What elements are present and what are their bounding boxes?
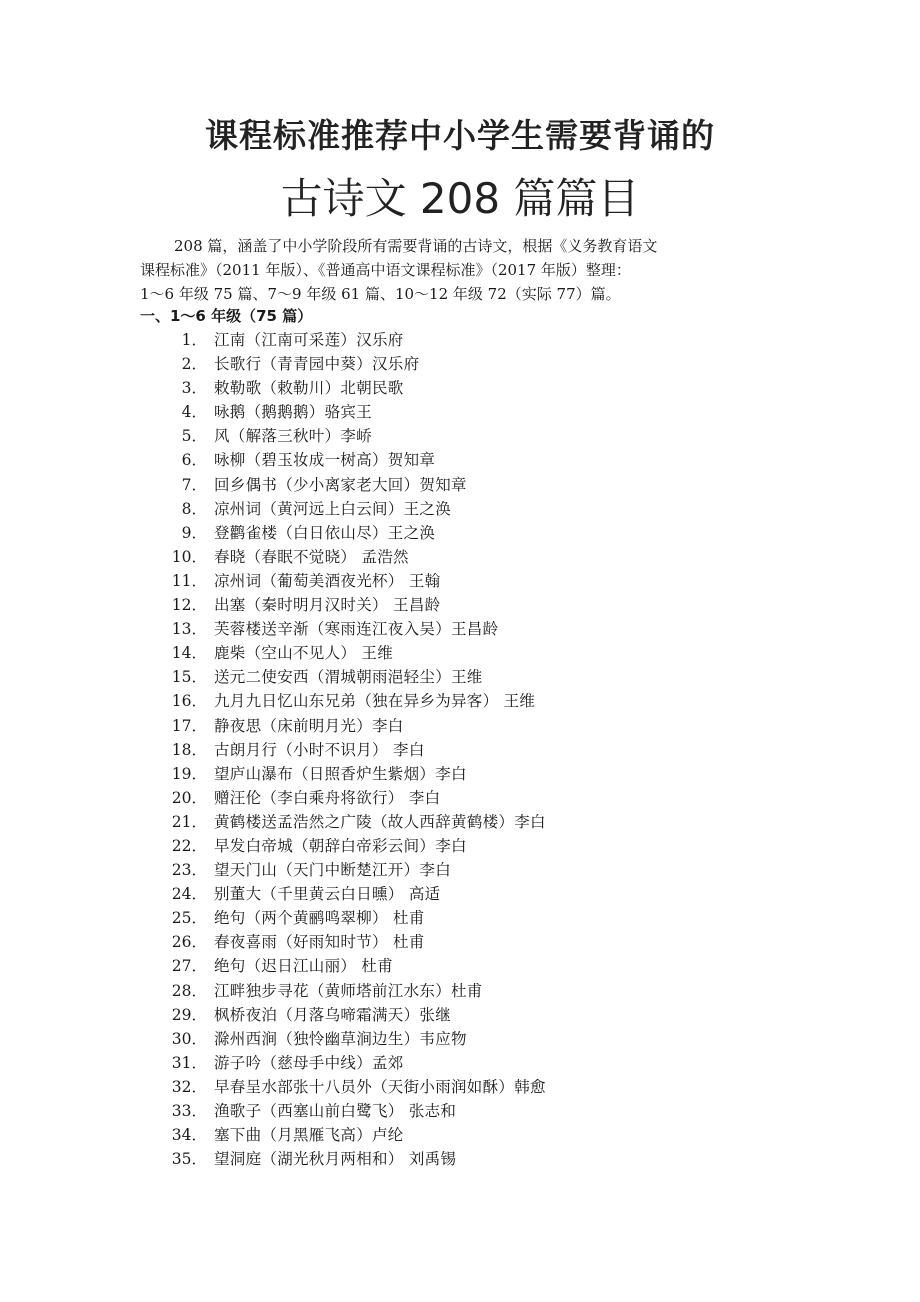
list-item-number: 25． — [171, 909, 207, 928]
list-item-text: 望庐山瀑布（日照香炉生紫烟）李白 — [214, 764, 467, 783]
list-item-text: 游子吟（慈母手中线）孟郊 — [214, 1053, 404, 1072]
list-item-text: 凉州词（葡萄美酒夜光杯） 王翰 — [214, 571, 441, 590]
list-item — [0, 954, 920, 978]
list-item-text: 别董大（千里黄云白日曛） 高适 — [214, 885, 441, 904]
list-item — [0, 930, 920, 954]
list-item — [0, 1027, 920, 1051]
intro-line: 1～6 年级 75 篇、7～9 年级 61 篇、10～12 年级 72（实际 77）篇。 — [140, 285, 621, 303]
list-item — [0, 1003, 920, 1027]
list-item — [0, 786, 920, 810]
list-item — [0, 328, 920, 352]
list-item — [0, 569, 920, 593]
list-item — [0, 810, 920, 834]
list-item-number: 23． — [171, 861, 207, 880]
list-item-text: 绝句（迟日江山丽） 杜甫 — [214, 957, 394, 976]
intro-line: 208 篇，涵盖了中小学阶段所有需要背诵的古诗文，根据《义务教育语文 — [174, 237, 658, 255]
list-item — [0, 738, 920, 762]
section-heading: 一、1～6 年级（75 篇） — [140, 307, 313, 325]
list-item — [0, 1123, 920, 1147]
list-item-number: 9． — [181, 523, 207, 542]
list-item-text: 长歌行（青青园中葵）汉乐府 — [214, 355, 420, 374]
list-item — [0, 858, 920, 882]
list-item — [0, 1051, 920, 1075]
list-item-text: 早春呈水部张十八员外（天街小雨润如酥）韩愈 — [214, 1077, 546, 1096]
list-item — [0, 762, 920, 786]
list-item-text: 九月九日忆山东兄弟（独在异乡为异客） 王维 — [214, 692, 536, 711]
list-item-text: 渔歌子（西塞山前白鹭飞） 张志和 — [214, 1102, 457, 1120]
list-item — [0, 352, 920, 376]
list-item-number: 24． — [171, 885, 207, 904]
list-item — [0, 665, 920, 689]
list-item-number: 4． — [181, 403, 207, 422]
list-item — [0, 1099, 920, 1123]
list-item-text: 望天门山（天门中断楚江开）李白 — [214, 861, 452, 880]
list-item-number: 17． — [171, 716, 207, 735]
list-item-text: 回乡偶书（少小离家老大回）贺知章 — [214, 475, 467, 494]
list-item-number: 7． — [181, 475, 207, 494]
intro-paragraph — [140, 234, 790, 306]
list-item-number: 18． — [171, 740, 207, 759]
list-item — [0, 689, 920, 713]
list-item — [0, 376, 920, 400]
list-item-number: 31． — [171, 1053, 207, 1072]
list-item — [0, 545, 920, 569]
list-item-text: 古朗月行（小时不识月） 李白 — [214, 740, 425, 759]
document-title: 课程标准推荐中小学生需要背诵的 — [205, 116, 715, 155]
list-item — [0, 834, 920, 858]
list-item-number: 11． — [171, 571, 207, 590]
list-item-number: 19． — [171, 764, 207, 783]
document-subtitle: 古诗文 208 篇篇目 — [280, 174, 640, 223]
list-item-text: 春夜喜雨（好雨知时节） 杜甫 — [214, 933, 425, 952]
list-item — [0, 400, 920, 424]
list-item — [0, 714, 920, 738]
list-item — [0, 424, 920, 448]
list-item-number: 8． — [181, 499, 207, 518]
intro-line: 课程标准》（2011 年版）、《普通高中语文课程标准》（2017 年版）整理： — [140, 261, 631, 279]
list-item — [0, 497, 920, 521]
list-item — [0, 617, 920, 641]
list-item-text: 静夜思（床前明月光）李白 — [214, 716, 404, 735]
list-item — [0, 521, 920, 545]
list-item-number: 16． — [171, 692, 207, 711]
list-item-number: 1． — [181, 331, 207, 349]
list-item-text: 芙蓉楼送辛渐（寒雨连江夜入吴）王昌龄 — [214, 620, 499, 639]
list-item — [0, 641, 920, 665]
list-item-number: 34． — [171, 1126, 207, 1145]
poem-list — [0, 328, 920, 1171]
list-item-number: 26． — [171, 933, 207, 952]
list-item-number: 3． — [181, 379, 207, 398]
list-item-number: 29． — [171, 1005, 207, 1024]
list-item-text: 登鹳雀楼（白日依山尽）王之涣 — [214, 523, 436, 542]
list-item — [0, 882, 920, 906]
list-item-text: 滁州西涧（独怜幽草涧边生）韦应物 — [214, 1029, 467, 1048]
list-item-text: 绝句（两个黄鹂鸣翠柳） 杜甫 — [214, 909, 425, 928]
list-item-text: 凉州词（黄河远上白云间）王之涣 — [214, 499, 452, 518]
list-item-number: 28． — [171, 981, 207, 1000]
list-item — [0, 906, 920, 930]
list-item-text: 敕勒歌（敕勒川）北朝民歌 — [214, 379, 404, 398]
list-item-number: 5． — [181, 427, 207, 446]
list-item — [0, 473, 920, 497]
list-item-number: 20． — [171, 788, 207, 807]
list-item-number: 2． — [181, 355, 207, 374]
list-item-number: 6． — [181, 451, 207, 470]
list-item-text: 出塞（秦时明月汉时关） 王昌龄 — [214, 596, 441, 615]
list-item-number: 10． — [171, 547, 207, 566]
list-item-text: 江南（江南可采莲）汉乐府 — [214, 331, 404, 349]
list-item-text: 咏柳（碧玉妆成一树高）贺知章 — [214, 451, 436, 470]
list-item-text: 春晓（春眠不觉晓） 孟浩然 — [214, 547, 409, 566]
list-item-text: 风（解落三秋叶）李峤 — [214, 427, 373, 446]
list-item-number: 13． — [171, 620, 207, 639]
list-item-text: 赠汪伦（李白乘舟将欲行） 李白 — [214, 788, 441, 807]
list-item — [0, 979, 920, 1003]
list-item-text: 枫桥夜泊（月落乌啼霜满天）张继 — [214, 1005, 452, 1024]
list-item-text: 江畔独步寻花（黄师塔前江水东）杜甫 — [214, 981, 483, 1000]
list-item-number: 33． — [171, 1102, 207, 1120]
list-item-number: 14． — [171, 644, 207, 663]
list-item — [0, 1147, 920, 1171]
list-item-number: 27． — [171, 957, 207, 976]
list-item-text: 早发白帝城（朝辞白帝彩云间）李白 — [214, 836, 467, 855]
list-item-number: 35． — [171, 1150, 207, 1169]
list-item-text: 黄鹤楼送孟浩然之广陵（故人西辞黄鹤楼）李白 — [214, 812, 546, 831]
list-item-text: 塞下曲（月黑雁飞高）卢纶 — [214, 1126, 404, 1145]
list-item-text: 望洞庭（湖光秋月两相和） 刘禹锡 — [214, 1150, 457, 1169]
list-item-text: 咏鹅（鹅鹅鹅）骆宾王 — [214, 403, 373, 422]
list-item-number: 12． — [171, 596, 207, 615]
list-item-number: 30． — [171, 1029, 207, 1048]
list-item-number: 32． — [171, 1077, 207, 1096]
list-item-number: 22． — [171, 836, 207, 855]
list-item — [0, 1075, 920, 1099]
list-item-number: 15． — [171, 668, 207, 687]
list-item-text: 送元二使安西（渭城朝雨浥轻尘）王维 — [214, 668, 483, 687]
list-item-number: 21． — [171, 812, 207, 831]
list-item — [0, 448, 920, 472]
list-item-text: 鹿柴（空山不见人） 王维 — [214, 644, 394, 663]
list-item — [0, 593, 920, 617]
